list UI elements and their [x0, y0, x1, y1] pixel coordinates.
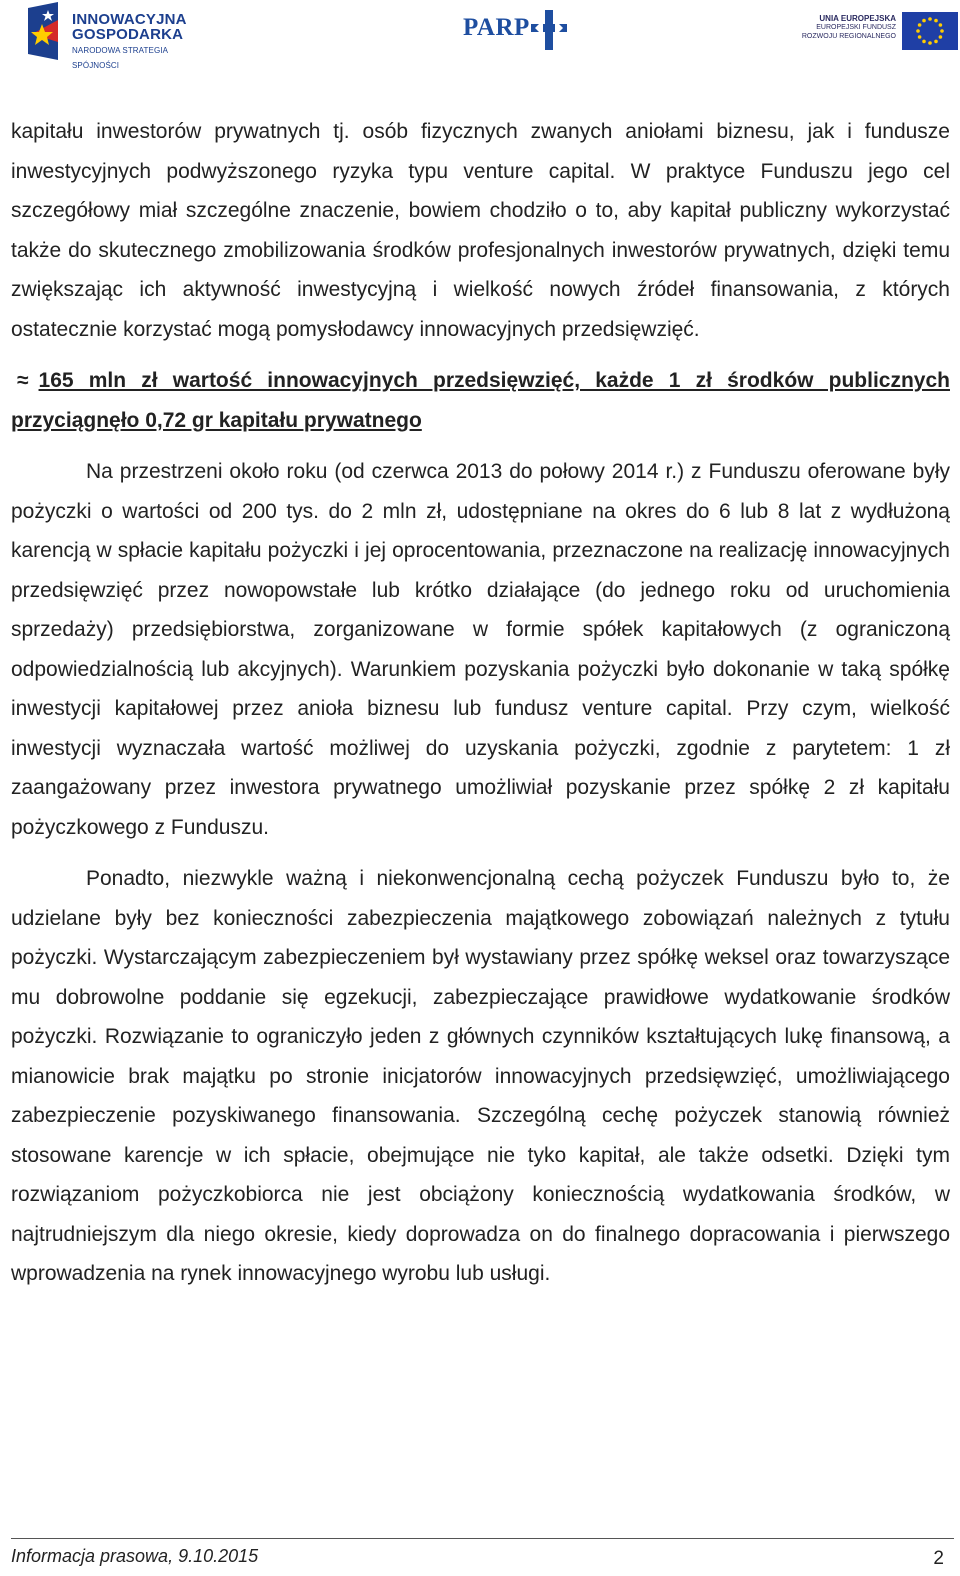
- approx-symbol: ≈: [17, 369, 29, 392]
- page-footer: [0, 1538, 960, 1576]
- page-number: 2: [933, 1548, 944, 1569]
- highlight-statement: [11, 361, 950, 440]
- eu-logo-line2: EUROPEJSKI FUNDUSZ: [816, 24, 896, 31]
- page-header: [0, 0, 960, 70]
- ig-logo-line3: NARODOWA STRATEGIA SPÓJNOŚCI: [72, 46, 168, 70]
- eu-logo: [800, 12, 958, 52]
- paragraph-3: Ponadto, niezwykle ważną i niekonwencjonalną cechą pożyczek Funduszu było to, że udzielane były bez konieczności zabezpieczenia majątkowego zobowiązań należnych z tytułu pożyczki. Wystarczającym zabezpieczeniem był wystawiany przez spółkę weksel oraz towarzyszące mu dobrowolne poddanie się egzekucji, zabezpieczające prawidłowe wydatkowanie środków pożyczki. Rozwiązanie to ograniczyło jeden z głównych czynników kształtujących lukę finansową, a mianowicie brak majątku po stronie inicjatorów innowacyjnych przedsięwzięć, umożliwiającego zabezpieczenie pozyskiwanego finansowania. Szczególną cechę pożyczek stanowią również stosowane karencje w ich spłacie, obejmujące nie tyko kapitał, ale także odsetki. Dzięki tym rozwiązaniom pożyczkobiorca nie jest obciążony koniecznością wydatkowania środków, w najtrudniejszym dla niego okresie, kiedy doprowadza on do finalnego dopracowania i pierwszego wprowadzenia na rynek innowacyjnego wyrobu lub usługi.: [11, 867, 950, 1285]
- ig-logo-line2: GOSPODARKA: [72, 26, 184, 43]
- eu-flag-icon: [902, 12, 958, 50]
- eu-logo-text: [802, 14, 896, 41]
- ig-star-icon: [28, 2, 64, 60]
- paragraph-2: Na przestrzeni około roku (od czerwca 2013 do połowy 2014 r.) z Funduszu oferowane były pożyczki o wartości od 200 tys. do 2 mln zł, udostępniane na okres do 6 lub 8 lat z wydłużoną karencją w spłacie kapitału pożyczki i jej oprocentowania, przeznaczone na realizację innowacyjnych przedsięwzięć przez nowopowstałe lub krótko działające (do jednego roku od uruchomienia sprzedaży) przedsiębiorstwa, zorganizowane w formie spółek kapitałowych (z ograniczoną odpowiedzialnością lub akcyjnych). Warunkiem pozyskania pożyczki było dokonanie w taką spółkę inwestycji kapitałowej przez anioła biznesu lub fundusz venture capital. Przy czym, wielkość inwestycji wyznaczała wartość możliwej do uzyskania pożyczki, zgodnie z parytetem: 1 zł zaangażowany przez inwestora prywatnego umożliwiał pozyskanie przez spółkę 2 zł kapitału pożyczkowego z Funduszu.: [11, 460, 950, 839]
- paragraph-1: kapitału inwestorów prywatnych tj. osób fizycznych zwanych aniołami biznesu, jak i fundusze inwestycyjnych podwyższonego ryzyka typu venture capital. W praktyce Funduszu jego cel szczegółowy miał szczególne znaczenie, bowiem chodziło o to, aby kapitał publiczny wykorzystać także do skutecznego zmobilizowania środków profesjonalnych inwestorów prywatnych, dzięki temu zwiększając ich aktywność inwestycyjną i wielkość nowych źródeł finansowania, z których ostatecznie korzystać mogą pomysłodawcy innowacyjnych przedsięwzięć.: [11, 120, 950, 341]
- footer-divider: [11, 1538, 954, 1539]
- eu-logo-line1: UNIA EUROPEJSKA: [819, 14, 896, 23]
- ig-logo-line1: INNOWACYJNA: [72, 11, 187, 28]
- eu-logo-line3: ROZWOJU REGIONALNEGO: [801, 33, 896, 40]
- innowacyjna-gospodarka-logo: [28, 2, 208, 70]
- parp-logo: [463, 10, 573, 50]
- document-body: [11, 112, 950, 1294]
- ig-logo-text: [72, 12, 208, 73]
- footer-caption: Informacja prasowa, 9.10.2015: [11, 1546, 259, 1566]
- parp-logo-text: PARP: [463, 14, 530, 41]
- parp-arrows-icon: [531, 10, 567, 50]
- highlight-text: 165 mln zł wartość innowacyjnych przedsięwzięć, każde 1 zł środków publicznych przyciągnęło 0,72 gr kapitału prywatnego: [11, 369, 950, 432]
